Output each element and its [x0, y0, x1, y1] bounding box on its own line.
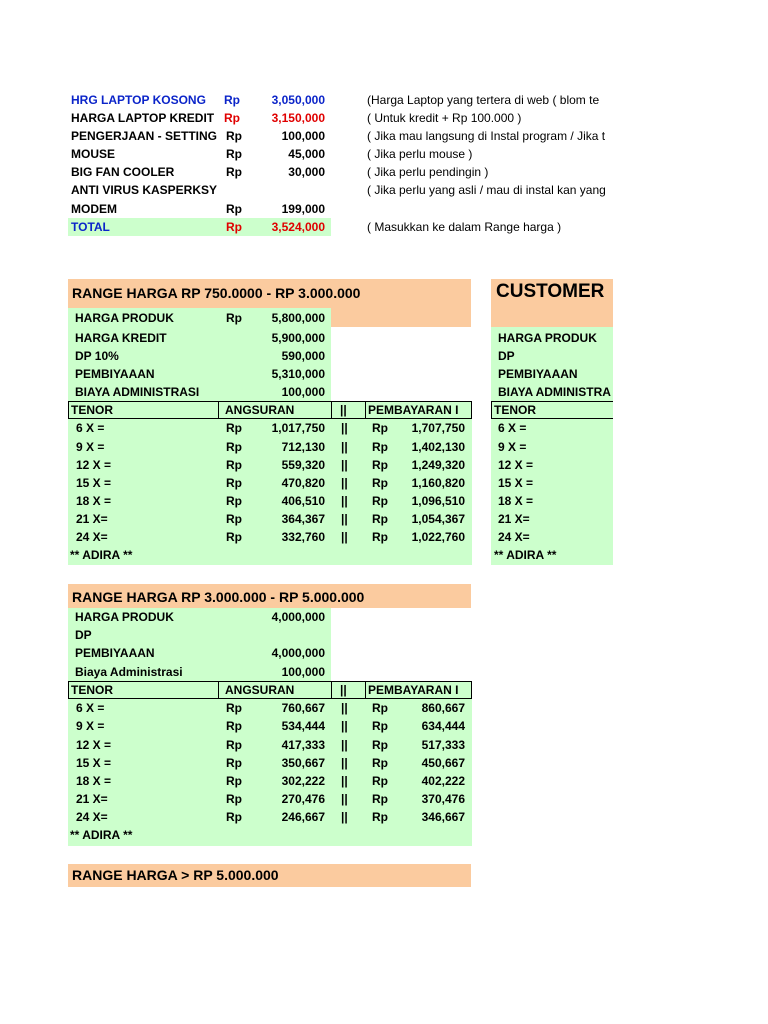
- angsuran-cell: 302,222: [281, 774, 325, 788]
- currency-cell: Rp: [372, 738, 388, 752]
- separator-cell: ||: [341, 792, 348, 806]
- angsuran-cell: 246,667: [281, 810, 325, 824]
- detail-label: PEMBIYAAAN: [75, 646, 155, 660]
- detail-currency: Rp: [226, 311, 242, 325]
- header-tenor: TENOR: [68, 401, 219, 419]
- customer-detail-label: HARGA PRODUK: [498, 331, 597, 345]
- cost-currency: Rp: [224, 111, 240, 125]
- table-footer: ** ADIRA **: [70, 828, 133, 842]
- tenor-cell: 12 X =: [76, 458, 112, 472]
- currency-cell: Rp: [226, 738, 242, 752]
- pembayaran-cell: 517,333: [421, 738, 465, 752]
- cost-value: 30,000: [288, 165, 325, 179]
- tenor-cell: 6 X =: [76, 421, 105, 435]
- currency-cell: Rp: [226, 756, 242, 770]
- customer-header-tenor: TENOR: [491, 401, 613, 419]
- angsuran-cell: 270,476: [281, 792, 325, 806]
- customer-detail-label: DP: [498, 349, 515, 363]
- angsuran-cell: 364,367: [281, 512, 325, 526]
- currency-cell: Rp: [372, 701, 388, 715]
- currency-cell: Rp: [226, 421, 242, 435]
- angsuran-cell: 470,820: [281, 476, 325, 490]
- currency-cell: Rp: [226, 494, 242, 508]
- currency-cell: Rp: [372, 719, 388, 733]
- separator-cell: ||: [341, 512, 348, 526]
- pembayaran-cell: 346,667: [421, 810, 465, 824]
- cost-note: ( Jika perlu pendingin ): [367, 165, 489, 179]
- separator-cell: ||: [341, 810, 348, 824]
- header-pembayaran: PEMBAYARAN I: [365, 681, 472, 699]
- detail-value: 590,000: [281, 349, 325, 363]
- separator-cell: ||: [341, 440, 348, 454]
- cost-currency: Rp: [226, 165, 242, 179]
- customer-footer: ** ADIRA **: [494, 548, 557, 562]
- angsuran-cell: 534,444: [281, 719, 325, 733]
- currency-cell: Rp: [226, 530, 242, 544]
- angsuran-cell: 406,510: [281, 494, 325, 508]
- currency-cell: Rp: [226, 810, 242, 824]
- tenor-cell: 18 X =: [76, 774, 112, 788]
- currency-cell: Rp: [372, 756, 388, 770]
- separator-cell: ||: [341, 458, 348, 472]
- separator-cell: ||: [341, 530, 348, 544]
- cost-currency: Rp: [226, 129, 242, 143]
- tenor-cell: 18 X =: [76, 494, 112, 508]
- angsuran-cell: 332,760: [281, 530, 325, 544]
- cost-value: 100,000: [281, 129, 325, 143]
- currency-cell: Rp: [372, 774, 388, 788]
- separator-cell: ||: [341, 774, 348, 788]
- detail-value: 4,000,000: [271, 646, 325, 660]
- pembayaran-cell: 1,402,130: [411, 440, 465, 454]
- cost-label: BIG FAN COOLER: [71, 165, 175, 179]
- customer-tenor: 24 X=: [498, 530, 530, 544]
- detail-value: 100,000: [281, 665, 325, 679]
- cost-label: HRG LAPTOP KOSONG: [71, 93, 206, 107]
- pembayaran-cell: 370,476: [421, 792, 465, 806]
- cost-label: HARGA LAPTOP KREDIT: [71, 111, 215, 125]
- section3-title: RANGE HARGA > RP 5.000.000: [72, 867, 279, 883]
- header-tenor: TENOR: [68, 681, 219, 699]
- header-separator: ||: [331, 681, 366, 699]
- total-note: ( Masukkan ke dalam Range harga ): [367, 220, 562, 234]
- pembayaran-cell: 450,667: [421, 756, 465, 770]
- cost-label: MODEM: [71, 202, 117, 216]
- section2-title: RANGE HARGA RP 3.000.000 - RP 5.000.000: [72, 589, 365, 605]
- section1-title: RANGE HARGA RP 750.0000 - RP 3.000.000: [72, 285, 361, 301]
- customer-detail-label: PEMBIYAAAN: [498, 367, 578, 381]
- detail-label: Biaya Administrasi: [75, 665, 183, 679]
- separator-cell: ||: [341, 738, 348, 752]
- tenor-cell: 24 X=: [76, 810, 108, 824]
- pembayaran-cell: 1,054,367: [411, 512, 465, 526]
- pembayaran-cell: 1,707,750: [411, 421, 465, 435]
- cost-currency: Rp: [226, 147, 242, 161]
- customer-tenor: 15 X =: [498, 476, 534, 490]
- tenor-cell: 24 X=: [76, 530, 108, 544]
- currency-cell: Rp: [226, 792, 242, 806]
- table-footer: ** ADIRA **: [70, 548, 133, 562]
- cost-value: 3,050,000: [271, 93, 325, 107]
- cost-note: ( Jika perlu mouse ): [367, 147, 473, 161]
- pembayaran-cell: 1,160,820: [411, 476, 465, 490]
- detail-label: PEMBIYAAAN: [75, 367, 155, 381]
- angsuran-cell: 350,667: [281, 756, 325, 770]
- detail-value: 5,800,000: [271, 311, 325, 325]
- tenor-cell: 15 X =: [76, 476, 112, 490]
- tenor-cell: 21 X=: [76, 792, 108, 806]
- cost-note: (Harga Laptop yang tertera di web ( blom te: [367, 93, 600, 107]
- tenor-cell: 12 X =: [76, 738, 112, 752]
- customer-tenor: 21 X=: [498, 512, 530, 526]
- customer-detail-label: BIAYA ADMINISTRA: [498, 385, 611, 399]
- header-angsuran: ANGSURAN: [218, 401, 332, 419]
- pembayaran-cell: 1,022,760: [411, 530, 465, 544]
- detail-value: 100,000: [281, 385, 325, 399]
- currency-cell: Rp: [372, 440, 388, 454]
- detail-value: 5,310,000: [271, 367, 325, 381]
- customer-tenor: 12 X =: [498, 458, 534, 472]
- cost-value: 3,150,000: [271, 111, 325, 125]
- header-pembayaran: PEMBAYARAN I: [365, 401, 472, 419]
- pembayaran-cell: 1,249,320: [411, 458, 465, 472]
- cost-value: 199,000: [281, 202, 325, 216]
- separator-cell: ||: [341, 494, 348, 508]
- cost-value: 45,000: [288, 147, 325, 161]
- currency-cell: Rp: [226, 719, 242, 733]
- separator-cell: ||: [341, 476, 348, 490]
- angsuran-cell: 1,017,750: [271, 421, 325, 435]
- total-value: 3,524,000: [271, 220, 325, 234]
- detail-label: HARGA KREDIT: [75, 331, 167, 345]
- customer-tenor: 9 X =: [498, 440, 527, 454]
- cost-label: PENGERJAAN - SETTING: [71, 129, 218, 143]
- detail-label: DP: [75, 628, 92, 642]
- detail-value: 5,900,000: [271, 331, 325, 345]
- cost-note: [367, 202, 613, 218]
- detail-label: HARGA PRODUK: [75, 311, 174, 325]
- cost-currency: Rp: [226, 202, 242, 216]
- currency-cell: Rp: [372, 476, 388, 490]
- angsuran-cell: 559,320: [281, 458, 325, 472]
- detail-label: HARGA PRODUK: [75, 610, 174, 624]
- detail-label: DP 10%: [75, 349, 119, 363]
- cost-note: ( Jika mau langsung di Instal program / Jika t: [367, 129, 606, 143]
- tenor-cell: 21 X=: [76, 512, 108, 526]
- tenor-cell: 9 X =: [76, 440, 105, 454]
- angsuran-cell: 712,130: [281, 440, 325, 454]
- currency-cell: Rp: [372, 792, 388, 806]
- currency-cell: Rp: [372, 530, 388, 544]
- customer-tenor: 6 X =: [498, 421, 527, 435]
- total-label: TOTAL: [71, 220, 110, 234]
- header-angsuran: ANGSURAN: [218, 681, 332, 699]
- currency-cell: Rp: [226, 458, 242, 472]
- currency-cell: Rp: [226, 701, 242, 715]
- separator-cell: ||: [341, 756, 348, 770]
- angsuran-cell: 417,333: [281, 738, 325, 752]
- currency-cell: Rp: [372, 494, 388, 508]
- detail-value: 4,000,000: [271, 610, 325, 624]
- currency-cell: Rp: [226, 440, 242, 454]
- customer-panel: [491, 327, 613, 567]
- header-separator: ||: [331, 401, 366, 419]
- pembayaran-cell: 1,096,510: [411, 494, 465, 508]
- currency-cell: Rp: [372, 810, 388, 824]
- cost-label: ANTI VIRUS KASPERKSY: [71, 183, 218, 197]
- cost-currency: Rp: [224, 93, 240, 107]
- separator-cell: ||: [341, 701, 348, 715]
- separator-cell: ||: [341, 719, 348, 733]
- customer-title: CUSTOMER: [496, 281, 605, 302]
- currency-cell: Rp: [372, 458, 388, 472]
- currency-cell: Rp: [226, 512, 242, 526]
- tenor-cell: 9 X =: [76, 719, 105, 733]
- currency-cell: Rp: [372, 421, 388, 435]
- tenor-cell: 15 X =: [76, 756, 112, 770]
- customer-tenor: 18 X =: [498, 494, 534, 508]
- cost-note: ( Jika perlu yang asli / mau di instal kan yang: [367, 183, 606, 197]
- separator-cell: ||: [341, 421, 348, 435]
- currency-cell: Rp: [226, 774, 242, 788]
- pembayaran-cell: 402,222: [421, 774, 465, 788]
- currency-cell: Rp: [372, 512, 388, 526]
- cost-label: MOUSE: [71, 147, 116, 161]
- cost-note: ( Untuk kredit + Rp 100.000 ): [367, 111, 522, 125]
- angsuran-cell: 760,667: [281, 701, 325, 715]
- pembayaran-cell: 860,667: [421, 701, 465, 715]
- detail-label: BIAYA ADMINISTRASI: [75, 385, 200, 399]
- currency-cell: Rp: [226, 476, 242, 490]
- total-currency: Rp: [226, 220, 242, 234]
- tenor-cell: 6 X =: [76, 701, 105, 715]
- pembayaran-cell: 634,444: [421, 719, 465, 733]
